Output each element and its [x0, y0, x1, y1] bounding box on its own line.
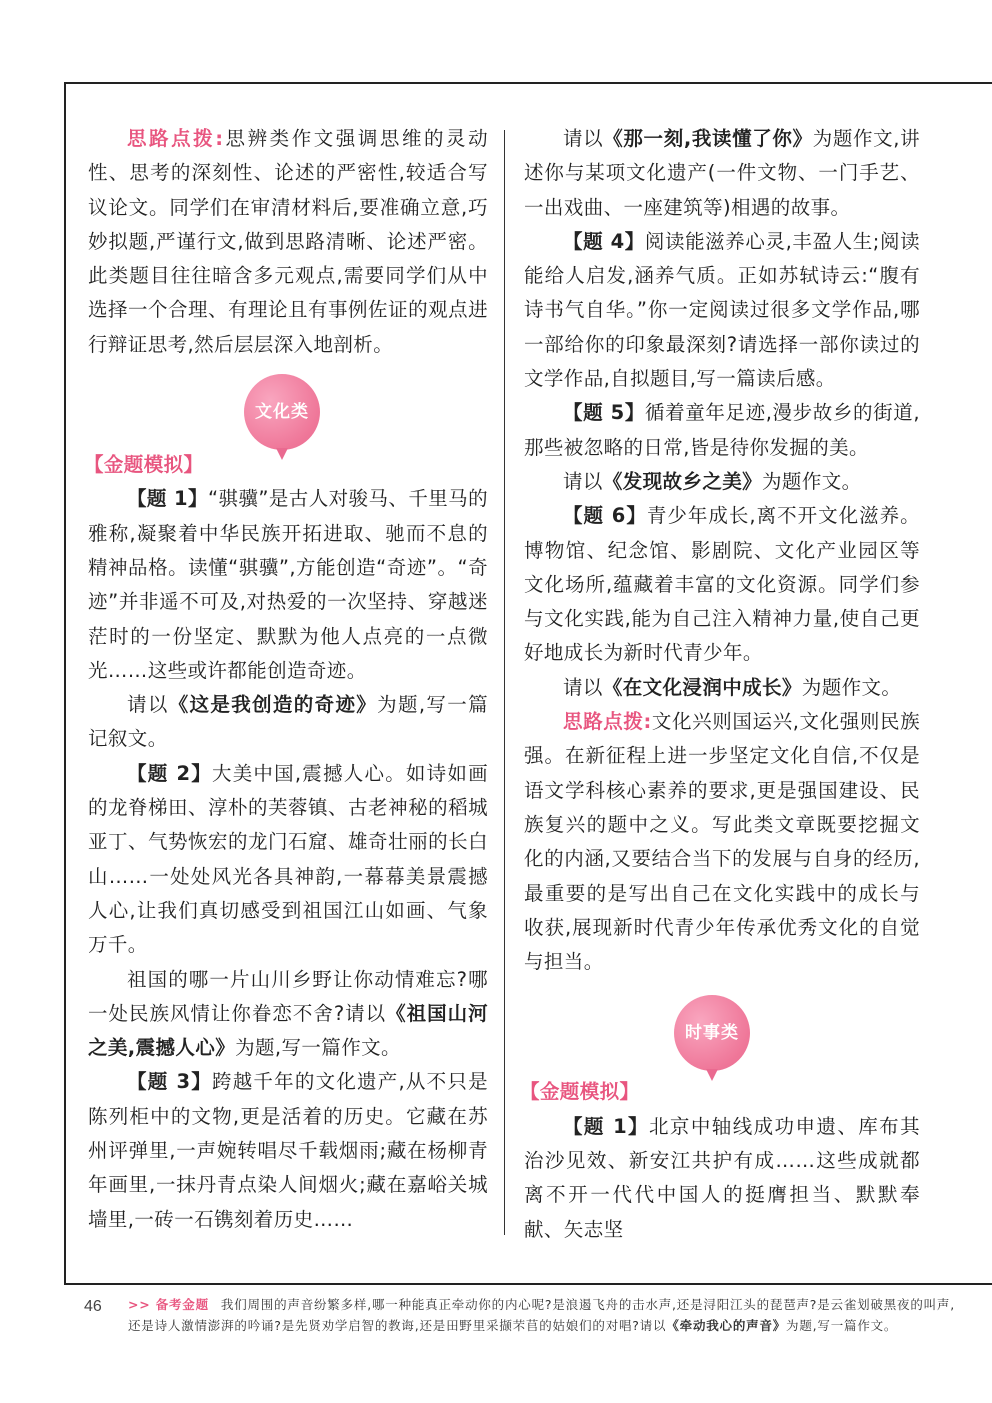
left-column	[84, 122, 488, 1237]
mock-header-right: 【金题模拟】	[520, 1080, 640, 1104]
question-text: 青少年成长,离不开文化滋养。博物馆、纪念馆、影剧院、文化产业园区等文化场所,蕴藏着丰富的文化资源。同学们参与文化实践,能为自己注入精神力量,使自己更好地成长为新时代青少年。	[524, 504, 920, 665]
question-7	[524, 1110, 920, 1247]
footer-label: >> 备考金题	[128, 1297, 209, 1312]
badge-current-affairs: 时事类	[674, 995, 750, 1071]
right-column	[520, 122, 921, 1247]
tip-text: 思辨类作文强调思维的灵动性、思考的深刻性、论述的严密性,较适合写议论文。同学们在审清材料后,要准确立意,巧妙拟题,严谨行文,做到思路清晰、论述严密。此类题目往往暗含多元观点,需要同学们从中选择一个合理、有理论且有事例佐证的观点进行辩证思考,然后层层深入地剖析。	[88, 127, 488, 356]
prompt-title: 《那一刻,我读懂了你》	[603, 127, 813, 150]
question-6-prompt	[524, 671, 920, 705]
badge-current-wrap	[524, 979, 920, 1075]
tip-text: 文化兴则国运兴,文化强则民族强。在新征程上进一步坚定文化自信,不仅是语文学科核心素养的要求,更是强国建设、民族复兴的题中之义。写此类文章既要挖掘文化的内涵,又要结合当下的发展与自身的经历,最重要的是写出自己在文化实践中的成长与收获,展现新时代青少年传承优秀文化的自觉与担当。	[524, 710, 920, 974]
prompt-pre: 请以	[127, 693, 169, 717]
tip-paragraph-2	[524, 705, 920, 979]
page-number: 46	[84, 1298, 102, 1315]
question-text: 阅读能滋养心灵,丰盈人生;阅读能给人启发,涵养气质。正如苏轼诗云:“腹有诗书气自华。”你一定阅读过很多文学作品,哪一部给你的印象最深刻?请选择一部你读过的文学作品,自拟题目,写一篇读后感。	[524, 229, 920, 391]
question-tag: 【题 4】	[563, 229, 645, 253]
question-text: 循着童年足迹,漫步故乡的街道,那些被忽略的日常,皆是待你发掘的美。	[524, 401, 921, 459]
prompt-title: 《发现故乡之美》	[602, 469, 763, 493]
question-4	[524, 225, 920, 396]
footer-text-post: 为题,写一篇作文。	[786, 1318, 898, 1333]
question-tag: 【题 6】	[563, 504, 647, 528]
footer-text	[128, 1294, 968, 1336]
prompt-post: 为题作文,讲述你与某项文化遗产(一件文物、一门手艺、一出戏曲、一座建筑等)相遇的故事。	[524, 127, 920, 219]
prompt-title: 《在文化浸润中成长》	[602, 675, 802, 699]
question-2-prompt	[88, 963, 488, 1066]
prompt-post: 为题作文。	[801, 675, 902, 699]
tip-paragraph-1	[88, 122, 488, 362]
question-6	[524, 499, 920, 670]
badge-culture-wrap	[88, 362, 488, 448]
question-text: 大美中国,震撼人心。如诗如画的龙脊梯田、淳朴的芙蓉镇、古老神秘的稻城亚丁、气势恢宏的龙门石窟、雄奇壮丽的长白山……一处处风光各具神韵,一幕幕美景震撼人心,让我们真切感受到祖国江山如画、气象万千。	[88, 761, 488, 957]
question-tag: 【题 2】	[127, 761, 212, 785]
footer-title: 《牵动我心的声音》	[666, 1318, 787, 1333]
question-text: 跨越千年的文化遗产,从不只是陈列柜中的文物,更是活着的历史。它藏在苏州评弹里,一声婉转唱尽千载烟雨;藏在杨柳青年画里,一抹丹青点染人间烟火;藏在嘉峪关城墙里,一砖一石镌刻着历史……	[88, 1070, 488, 1231]
question-tag: 【题 1】	[127, 487, 208, 511]
prompt-pre: 请以	[563, 469, 603, 493]
prompt-post: 为题,写一篇记叙文。	[88, 693, 488, 751]
badge-culture: 文化类	[244, 374, 320, 450]
footer-text-pre: 我们周围的声音纷繁多样,哪一种能真正牵动你的内心呢?是浪遏飞舟的击水声,还是浔阳江头的琵琶声?是云雀划破黑夜的叫声,还是诗人激情澎湃的吟诵?是先贤劝学启智的教诲,还是田野里采撷芣苢的姑娘们的对唱?请以	[128, 1297, 955, 1333]
question-5-prompt	[524, 465, 920, 499]
question-3	[88, 1065, 488, 1236]
prompt-pre: 祖国的哪一片山川乡野让你动情难忘?哪一处民族风情让你眷恋不舍?请以	[88, 967, 488, 1025]
question-tag: 【题 1】	[563, 1114, 649, 1138]
tip-label: 思路点拨:	[127, 127, 224, 150]
question-tag: 【题 5】	[563, 401, 645, 425]
question-2	[88, 757, 488, 963]
prompt-pre: 请以	[563, 127, 604, 150]
question-tag: 【题 3】	[127, 1070, 212, 1094]
question-1-prompt	[88, 688, 488, 757]
question-text: 北京中轴线成功申遗、库布其治沙见效、新安江共护有成……这些成就都离不开一代代中国人的挺膺担当、默默奉献、矢志坚	[524, 1114, 921, 1241]
prompt-title: 《祖国山河之美,震撼人心》	[88, 1001, 488, 1060]
mock-header-left: 【金题模拟】	[84, 453, 204, 477]
tip-label: 思路点拨:	[563, 710, 652, 734]
prompt-pre: 请以	[563, 675, 603, 699]
prompt-title: 《这是我创造的奇迹》	[168, 693, 378, 717]
footer	[64, 1292, 964, 1362]
question-3-prompt	[524, 122, 920, 225]
question-1	[88, 482, 488, 688]
prompt-post: 为题作文。	[762, 469, 862, 493]
prompt-post: 为题,写一篇作文。	[235, 1036, 401, 1060]
column-divider	[504, 130, 505, 1235]
question-text: “骐骥”是古人对骏马、千里马的雅称,凝聚着中华民族开拓进取、驰而不息的精神品格。读懂“骐骥”,方能创造“奇迹”。“奇迹”并非遥不可及,对热爱的一次坚持、穿越迷茫时的一份坚定、默默为他人点亮的一点微光……这些或许都能创造奇迹。	[88, 487, 488, 682]
question-5	[524, 396, 920, 465]
